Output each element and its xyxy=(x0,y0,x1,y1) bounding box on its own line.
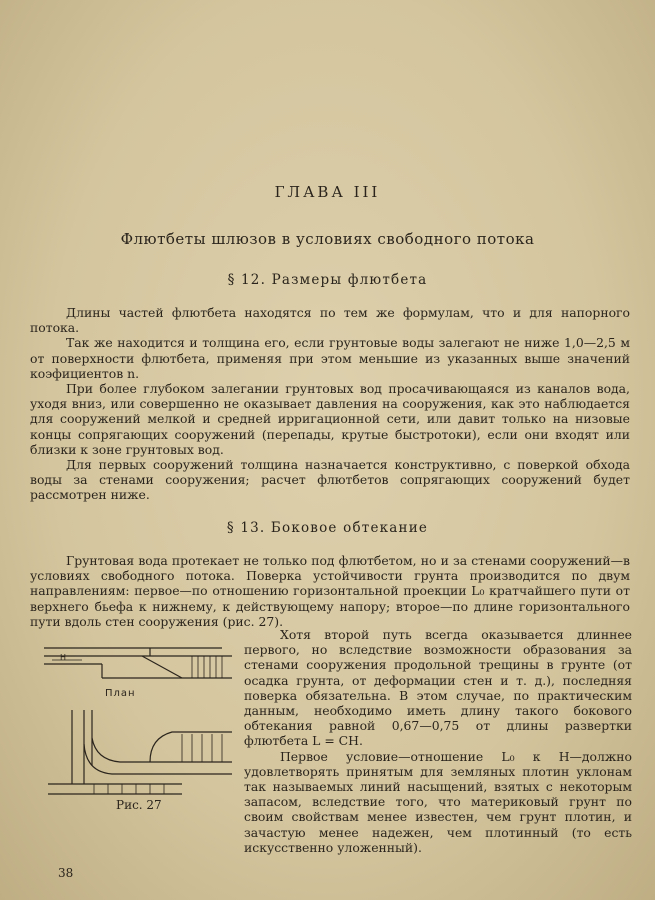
paragraph: Грунтовая вода протекает не только под флютбетом, но и за стенами сооружений—в условиях свободного потока. Поверка устойчивости грунта производится по двум направлениям: первое—по отношению горизонтальной проекции L₀ кратчайшего пути от верхнего бьефа к нижнему, к действующему напору; второе—по длине горизонтального пути вдоль стен сооружения (рис. 27). xyxy=(30,553,630,629)
paragraph: Так же находится и толщина его, если грунтовые воды залегают не ниже 1,0—2,5 м от поверхности флютбета, применяя при этом меньшие из указанных выше значений коэфициентов n. xyxy=(30,335,630,381)
section-13-text-wrap xyxy=(244,627,632,855)
paragraph: Длины частей флютбета находятся по тем же формулам, что и для напорного потока. xyxy=(30,305,630,336)
chapter-title: Флютбеты шлюзов в условиях свободного потока xyxy=(120,230,535,248)
plan-view xyxy=(48,710,232,794)
paragraph: Первое условие—отношение L₀ к H—должно удовлетворять принятым для земляных плотин уклонам так называемых линий насыщений, взятых с некоторым запасом, вследствие того, что материковый грунт по своим свойствам менее известен, чем грунт плотин, и зачастую менее надежен, чем плотинный (то есть искусственно уложенный). xyxy=(244,748,632,855)
section-12-text xyxy=(30,305,630,503)
chapter-heading: ГЛАВА III xyxy=(274,183,381,201)
page-number: 38 xyxy=(58,866,74,880)
figure-caption: Рис. 27 xyxy=(116,798,162,812)
figure-plan-label: План xyxy=(105,688,136,699)
section-13-heading: § 13. Боковое обтекание xyxy=(226,520,429,536)
paragraph: Хотя второй путь всегда оказывается длиннее первого, но вследствие возможности образования за стенами сооружения продольной трещины в грунте (от осадка грунта, от деформации стен и т. д.), последняя поверка обязательна. В этом случае, по практическим данным, необходимо иметь длину такого бокового обтекания равной 0,67—0,75 от длины развертки флютбета L = CH. xyxy=(244,627,632,749)
section-12-heading: § 12. Размеры флютбета xyxy=(227,272,428,288)
paragraph: Для первых сооружений толщина назначается конструктивно, с поверкой обхода воды за стенами сооружения; расчет флютбетов сопрягающих сооружений будет рассмотрен ниже. xyxy=(30,457,630,503)
section-13-text-top xyxy=(30,553,630,629)
figure-27-drawing xyxy=(42,634,234,810)
h-label: H xyxy=(60,653,67,662)
section-view xyxy=(44,648,232,678)
paragraph: При более глубоком залегании грунтовых вод просачивающаяся из каналов вода, уходя вниз, или совершенно не оказывает давления на сооружения, как это наблюдается для сооружений мелкой и средней ирригационной сети, или давит только на низовые концы сопрягающих сооружений (перепады, крутые быстротоки), если они входят или близки к зоне грунтовых вод. xyxy=(30,381,630,457)
